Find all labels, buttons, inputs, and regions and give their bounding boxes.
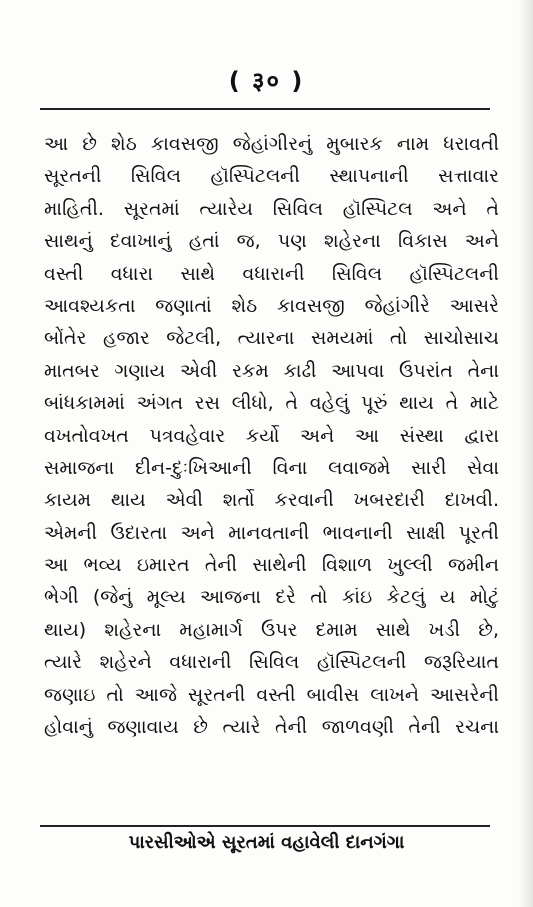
text-line: વસ્તી વધારા સાથે વધારાની સિવિલ હૉસ્પિટલની: [44, 262, 499, 285]
text-line: કાયમ થાય એવી શર્તો કરવાની ખબરદારી દાખવી.: [44, 489, 499, 512]
text-line: ભેગી (જેનું મૂલ્ય આજના દરે તો કાંઇ કેટલું ય મોટું: [44, 586, 499, 609]
text-line: ત્યારે શહેરને વધારાની સિવિલ હૉસ્પિટલની જરૂરિયાત: [44, 651, 499, 674]
text-line: હોવાનું જણાવાય છે ત્યારે તેની જાળવણી તેની રચના: [44, 716, 499, 739]
text-line: આ ભવ્ય ઇમારત તેની સાથેની વિશાળ ખુલ્લી જમીન: [44, 554, 499, 577]
text-line: માહિતી. સૂરતમાં ત્યારેય સિવિલ હૉસ્પિટલ અને તે: [44, 197, 499, 220]
text-line: આવશ્યકતા જણાતાં શેઠ કાવસજી જેહાંગીરે આસરે: [44, 294, 499, 317]
page-number: ( ३० ): [228, 67, 305, 95]
text-line: વખતોવખત પત્રવહેવાર કર્યો અને આ સંસ્થા દ્વારા: [44, 424, 499, 447]
text-line: બોંતેર હજાર જેટલી, ત્યારના સમયમાં તો સાચોસાચ: [44, 327, 499, 350]
text-line: બાંધકામમાં અંગત રસ લીધો, તે વહેલું પૂરું થાય તે માટે: [44, 392, 499, 415]
header-divider: [40, 108, 490, 110]
footer-divider: [40, 825, 490, 827]
text-line: જણાઇ તો આજે સૂરતની વસ્તી બાવીસ લાખને આસરેની: [44, 683, 499, 706]
text-line: સૂરતની સિવિલ હૉસ્પિટલની સ્થાપનાની સત્તાવાર: [44, 165, 499, 188]
text-line: સમાજના દીન-દુઃખિઆની વિના લવાજમે સારી સેવા: [44, 456, 499, 479]
text-line: એમની ઉદારતા અને માનવતાની ભાવનાની સાક્ષી પૂરતી: [44, 521, 499, 544]
body-text: [44, 128, 499, 743]
text-line: માતબર ગણાય એવી રકમ કાઢી આપવા ઉપરાંત તેના: [44, 359, 499, 382]
text-line: સાથનું દવાખાનું હતાં જ, પણ શહેરના વિકાસ અને: [44, 230, 499, 253]
page-edge-shadow: [519, 0, 533, 907]
text-line: થાય) શહેરના મહામાર્ગ ઉપર દમામ સાથે ખડી છે,: [44, 618, 499, 641]
text-line: આ છે શેઠ કાવસજી જેહાંગીરનું મુબારક નામ ધરાવતી: [44, 133, 499, 155]
running-footer-title: પારસીઓએ સૂરતમાં વહાવેલી દાનગંગા: [128, 832, 405, 853]
